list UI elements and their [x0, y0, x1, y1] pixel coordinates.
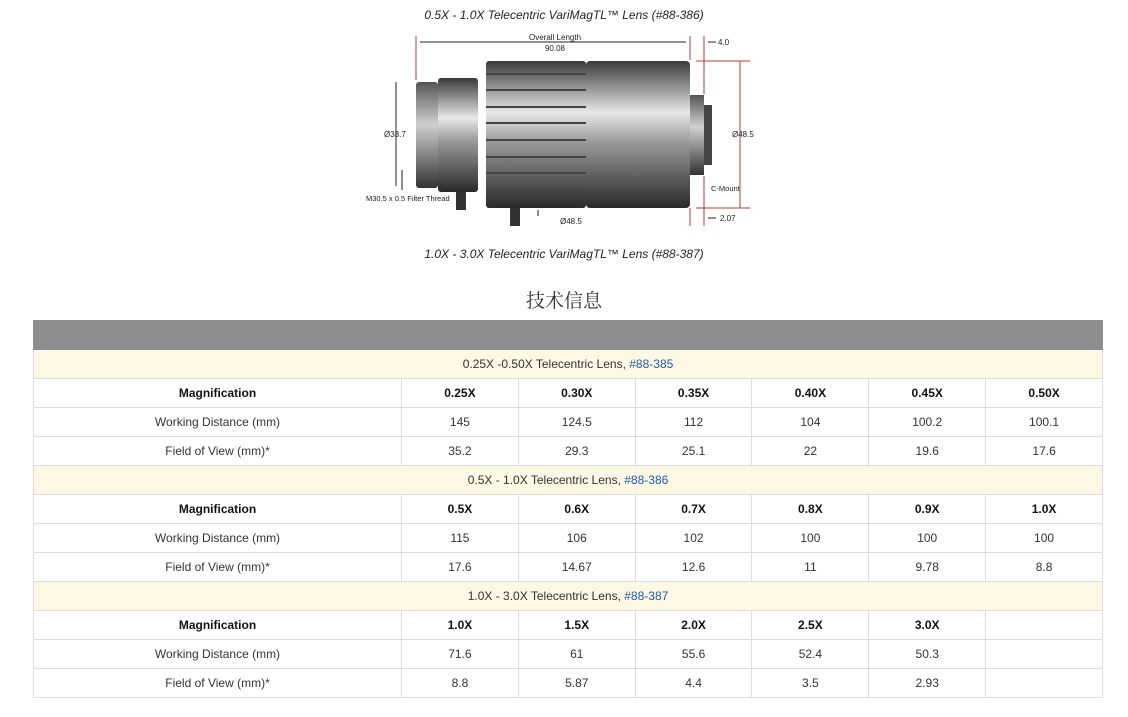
table-cell: 55.6: [635, 640, 752, 669]
table-cell: 104: [752, 408, 869, 437]
lens-dimension-drawing: [360, 30, 780, 235]
table-cell: [986, 669, 1103, 698]
product-link[interactable]: #88-386: [624, 473, 669, 487]
table-cell: 2.5X: [752, 611, 869, 640]
table-cell: 14.67: [518, 553, 635, 582]
dim-filter-thread: M30.5 x 0.5 Filter Thread: [366, 194, 450, 203]
table-cell: 124.5: [518, 408, 635, 437]
table-cell: 35.2: [402, 437, 519, 466]
table-cell: 50.3: [869, 640, 986, 669]
row-label: Working Distance (mm): [34, 640, 402, 669]
table-cell: 1.0X: [402, 611, 519, 640]
table-row: [34, 379, 1103, 408]
group-title: 1.0X - 3.0X Telecentric Lens,: [467, 589, 625, 603]
table-cell: 100: [986, 524, 1103, 553]
table-row: [34, 437, 1103, 466]
row-label: Field of View (mm)*: [34, 669, 402, 698]
dim-c-mount: C-Mount: [711, 184, 740, 193]
dim-4: 4.0: [718, 38, 730, 47]
table-cell: 9.78: [869, 553, 986, 582]
table-cell: 25.1: [635, 437, 752, 466]
table-cell: 1.5X: [518, 611, 635, 640]
table-cell: 115: [402, 524, 519, 553]
table-cell: 102: [635, 524, 752, 553]
table-cell: 29.3: [518, 437, 635, 466]
product-link[interactable]: #88-387: [624, 589, 669, 603]
table-cell: 19.6: [869, 437, 986, 466]
table-cell: 0.9X: [869, 495, 986, 524]
row-label: Working Distance (mm): [34, 408, 402, 437]
group-header-row: [34, 466, 1103, 495]
table-cell: [986, 640, 1103, 669]
table-cell: 0.5X: [402, 495, 519, 524]
table-cell: 0.25X: [402, 379, 519, 408]
table-cell: 0.35X: [635, 379, 752, 408]
table-cell: 0.7X: [635, 495, 752, 524]
table-cell: 8.8: [986, 553, 1103, 582]
row-label: Magnification: [34, 379, 402, 408]
group-title: 0.5X - 1.0X Telecentric Lens,: [467, 473, 625, 487]
table-header-band: [34, 321, 1103, 350]
table-cell: 106: [518, 524, 635, 553]
drawing-caption-bottom: 1.0X - 3.0X Telecentric VariMagTL™ Lens (#88-387): [424, 247, 704, 261]
table-cell: 0.30X: [518, 379, 635, 408]
table-cell: 4.4: [635, 669, 752, 698]
dim-dia-33: Ø33.7: [384, 130, 406, 139]
table-cell: 100.2: [869, 408, 986, 437]
table-cell: 3.5: [752, 669, 869, 698]
row-label: Working Distance (mm): [34, 524, 402, 553]
specs-table: [33, 320, 1103, 698]
table-cell: 100.1: [986, 408, 1103, 437]
table-row: [34, 408, 1103, 437]
table-cell: 12.6: [635, 553, 752, 582]
table-cell: 112: [635, 408, 752, 437]
table-cell: 22: [752, 437, 869, 466]
group-header-row: [34, 350, 1103, 379]
section-title: 技术信息: [525, 291, 602, 312]
dim-overall-length-label: Overall Length: [528, 33, 582, 42]
table-cell: 17.6: [986, 437, 1103, 466]
table-row: [34, 669, 1103, 698]
table-row: [34, 495, 1103, 524]
table-cell: 2.0X: [635, 611, 752, 640]
row-label: Magnification: [34, 611, 402, 640]
table-cell: 11: [752, 553, 869, 582]
table-row: [34, 640, 1103, 669]
table-cell: 8.8: [402, 669, 519, 698]
table-cell: 0.45X: [869, 379, 986, 408]
table-cell: 0.40X: [752, 379, 869, 408]
row-label: Field of View (mm)*: [34, 553, 402, 582]
product-link[interactable]: #88-385: [629, 357, 674, 371]
table-cell: 0.8X: [752, 495, 869, 524]
table-cell: [986, 611, 1103, 640]
group-header-row: [34, 582, 1103, 611]
table-cell: 0.50X: [986, 379, 1103, 408]
table-cell: 52.4: [752, 640, 869, 669]
table-cell: 0.6X: [518, 495, 635, 524]
dim-2-07: 2.07: [720, 214, 736, 223]
table-cell: 2.93: [869, 669, 986, 698]
table-row: [34, 524, 1103, 553]
dim-dia-48-right: Ø48.5: [732, 130, 754, 139]
dim-overall-length-value: 90.08: [544, 44, 566, 53]
table-row: [34, 553, 1103, 582]
table-cell: 100: [869, 524, 986, 553]
dim-dia-48-bottom: Ø48.5: [560, 217, 582, 226]
table-cell: 1.0X: [986, 495, 1103, 524]
table-cell: 145: [402, 408, 519, 437]
table-cell: 71.6: [402, 640, 519, 669]
group-title: 0.25X -0.50X Telecentric Lens,: [462, 357, 630, 371]
table-cell: 3.0X: [869, 611, 986, 640]
row-label: Magnification: [34, 495, 402, 524]
table-row: [34, 611, 1103, 640]
row-label: Field of View (mm)*: [34, 437, 402, 466]
table-cell: 5.87: [518, 669, 635, 698]
drawing-caption-top: 0.5X - 1.0X Telecentric VariMagTL™ Lens (#88-386): [424, 8, 704, 22]
table-cell: 17.6: [402, 553, 519, 582]
table-cell: 61: [518, 640, 635, 669]
table-cell: 100: [752, 524, 869, 553]
